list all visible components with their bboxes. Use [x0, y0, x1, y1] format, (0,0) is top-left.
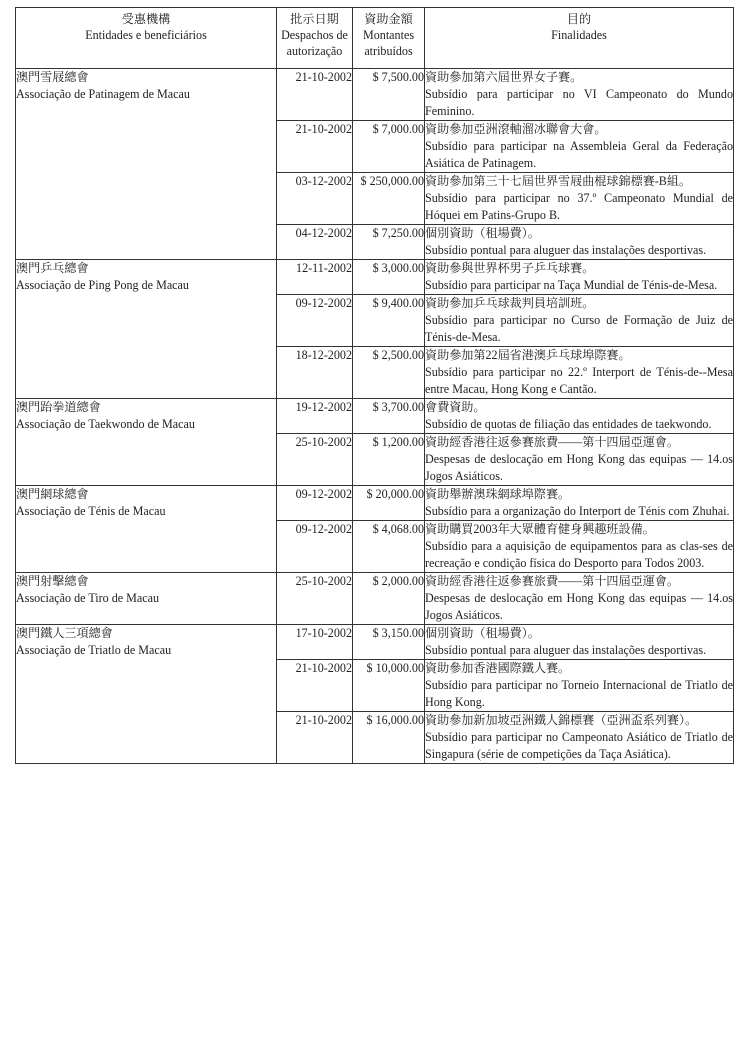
purpose-zh: 資助購買2003年大眾體育健身興趣班設備。	[425, 522, 655, 536]
table-row	[16, 399, 734, 434]
amount-cell: $ 2,000.00	[353, 573, 425, 625]
amount-cell: $ 7,500.00	[353, 69, 425, 121]
date-cell: 09-12-2002	[277, 486, 353, 521]
date-cell: 21-10-2002	[277, 69, 353, 121]
purpose-zh: 資助參加第三十七屆世界雪屐曲棍球錦標賽-B組。	[425, 174, 692, 188]
purpose-pt: Despesas de deslocação em Hong Kong das equipas — 14.os Jogos Asiáticos.	[425, 452, 733, 483]
date-cell: 03-12-2002	[277, 173, 353, 225]
amount-cell: $ 3,150.00	[353, 625, 425, 660]
table-row	[16, 260, 734, 295]
subsidy-table	[15, 7, 734, 764]
date-cell: 21-10-2002	[277, 660, 353, 712]
amount-cell: $ 3,000.00	[353, 260, 425, 295]
entity-name-pt: Associação de Taekwondo de Macau	[16, 417, 195, 431]
amount-cell: $ 1,200.00	[353, 434, 425, 486]
purpose-zh: 資助經香港往返參賽旅費——第十四屆亞運會。	[425, 435, 679, 449]
entity-cell	[16, 399, 277, 486]
date-cell: 18-12-2002	[277, 347, 353, 399]
amount-cell: $ 10,000.00	[353, 660, 425, 712]
purpose-pt: Subsídio para a aquisição de equipamentos para as clas-ses de recreação e condição física do Desporto para Todos 2003.	[425, 539, 733, 570]
purpose-cell	[425, 573, 734, 625]
purpose-pt: Subsídio pontual para aluguer das instalações desportivas.	[425, 243, 707, 257]
entity-name-zh: 澳門網球總會	[16, 487, 89, 501]
date-cell: 21-10-2002	[277, 712, 353, 764]
date-cell: 09-12-2002	[277, 521, 353, 573]
amount-cell: $ 250,000.00	[353, 173, 425, 225]
purpose-cell	[425, 295, 734, 347]
purpose-cell	[425, 225, 734, 260]
purpose-pt: Subsídio para participar na Taça Mundial de Ténis-de-Mesa.	[425, 278, 718, 292]
entity-name-zh: 澳門雪屐總會	[16, 70, 89, 84]
header-amount: 資助金額 Montantes atribuídos	[353, 8, 425, 69]
header-date: 批示日期 Despachos de autorização	[277, 8, 353, 69]
purpose-zh: 資助參加新加坡亞洲鐵人錦標賽（亞洲盃系列賽）。	[425, 713, 698, 727]
purpose-cell	[425, 347, 734, 399]
date-cell: 09-12-2002	[277, 295, 353, 347]
date-cell: 19-12-2002	[277, 399, 353, 434]
purpose-zh: 會費資助。	[425, 400, 486, 414]
entity-name-pt: Associação de Ténis de Macau	[16, 504, 166, 518]
purpose-cell	[425, 260, 734, 295]
purpose-zh: 資助參與世界杯男子乒乓球賽。	[425, 261, 595, 275]
date-cell: 21-10-2002	[277, 121, 353, 173]
entity-name-zh: 澳門跆拳道總會	[16, 400, 101, 414]
purpose-zh: 資助參加香港國際鐵人賽。	[425, 661, 571, 675]
amount-cell: $ 7,000.00	[353, 121, 425, 173]
table-row	[16, 69, 734, 121]
purpose-zh: 資助參加亞洲滾軸溜冰聯會大會。	[425, 122, 607, 136]
table-body	[16, 69, 734, 764]
date-cell: 12-11-2002	[277, 260, 353, 295]
purpose-cell	[425, 399, 734, 434]
entity-cell	[16, 486, 277, 573]
entity-name-zh: 澳門鐵人三項總會	[16, 626, 113, 640]
purpose-cell	[425, 712, 734, 764]
purpose-pt: Subsídio para participar na Assembleia Geral da Federação Asiática de Patinagem.	[425, 139, 733, 170]
amount-cell: $ 2,500.00	[353, 347, 425, 399]
purpose-pt: Subsídio pontual para aluguer das instalações desportivas.	[425, 643, 707, 657]
entity-cell	[16, 69, 277, 260]
purpose-zh: 資助參加第22屆省港澳乒乓球埠際賽。	[425, 348, 631, 362]
purpose-cell	[425, 173, 734, 225]
table-row	[16, 573, 734, 625]
entity-name-pt: Associação de Triatlo de Macau	[16, 643, 172, 657]
date-cell: 25-10-2002	[277, 434, 353, 486]
entity-cell	[16, 573, 277, 625]
purpose-cell	[425, 434, 734, 486]
purpose-pt: Subsídio para participar no 22.º Interport de Ténis-de--Mesa entre Macau, Hong Kong e Cantão.	[425, 365, 733, 396]
date-cell: 25-10-2002	[277, 573, 353, 625]
entity-name-pt: Associação de Tiro de Macau	[16, 591, 160, 605]
entity-cell	[16, 625, 277, 764]
purpose-zh: 個別資助（租場費）。	[425, 226, 540, 240]
purpose-cell	[425, 69, 734, 121]
purpose-zh: 資助參加乒乓球裁判員培訓班。	[425, 296, 595, 310]
purpose-pt: Subsídio para participar no Campeonato Asiático de Triatlo de Singapura (série de competições da Taça Asiática).	[425, 730, 733, 761]
table-row	[16, 625, 734, 660]
table-row	[16, 486, 734, 521]
purpose-zh: 資助舉辦澳珠網球埠際賽。	[425, 487, 571, 501]
entity-name-pt: Associação de Ping Pong de Macau	[16, 278, 189, 292]
purpose-zh: 個別資助（租場費）。	[425, 626, 540, 640]
purpose-cell	[425, 660, 734, 712]
entity-name-zh: 澳門乒乓總會	[16, 261, 89, 275]
amount-cell: $ 4,068.00	[353, 521, 425, 573]
entity-name-zh: 澳門射擊總會	[16, 574, 89, 588]
amount-cell: $ 9,400.00	[353, 295, 425, 347]
header-purpose: 目的 Finalidades	[425, 8, 734, 69]
purpose-pt: Subsídio de quotas de filiação das entidades de taekwondo.	[425, 417, 712, 431]
purpose-zh: 資助經香港往返參賽旅費——第十四屆亞運會。	[425, 574, 679, 588]
amount-cell: $ 3,700.00	[353, 399, 425, 434]
purpose-zh: 資助參加第六屆世界女子賽。	[425, 70, 583, 84]
header-entity: 受惠機構 Entidades e beneficiários	[16, 8, 277, 69]
purpose-pt: Subsídio para participar no Curso de Formação de Juiz de Ténis-de-Mesa.	[425, 313, 733, 344]
date-cell: 17-10-2002	[277, 625, 353, 660]
purpose-cell	[425, 625, 734, 660]
purpose-cell	[425, 521, 734, 573]
purpose-pt: Subsídio para a organização do Interport de Ténis com Zhuhai.	[425, 504, 730, 518]
purpose-pt: Subsídio para participar no 37.º Campeonato Mundial de Hóquei em Patins-Grupo B.	[425, 191, 733, 222]
amount-cell: $ 20,000.00	[353, 486, 425, 521]
amount-cell: $ 16,000.00	[353, 712, 425, 764]
purpose-cell	[425, 486, 734, 521]
entity-name-pt: Associação de Patinagem de Macau	[16, 87, 190, 101]
purpose-pt: Subsídio para participar no Torneio Internacional de Triatlo de Hong Kong.	[425, 678, 733, 709]
amount-cell: $ 7,250.00	[353, 225, 425, 260]
purpose-pt: Despesas de deslocação em Hong Kong das equipas — 14.os Jogos Asiáticos.	[425, 591, 733, 622]
entity-cell	[16, 260, 277, 399]
table-header	[16, 8, 734, 69]
date-cell: 04-12-2002	[277, 225, 353, 260]
purpose-pt: Subsídio para participar no VI Campeonato do Mundo Feminino.	[425, 87, 733, 118]
purpose-cell	[425, 121, 734, 173]
